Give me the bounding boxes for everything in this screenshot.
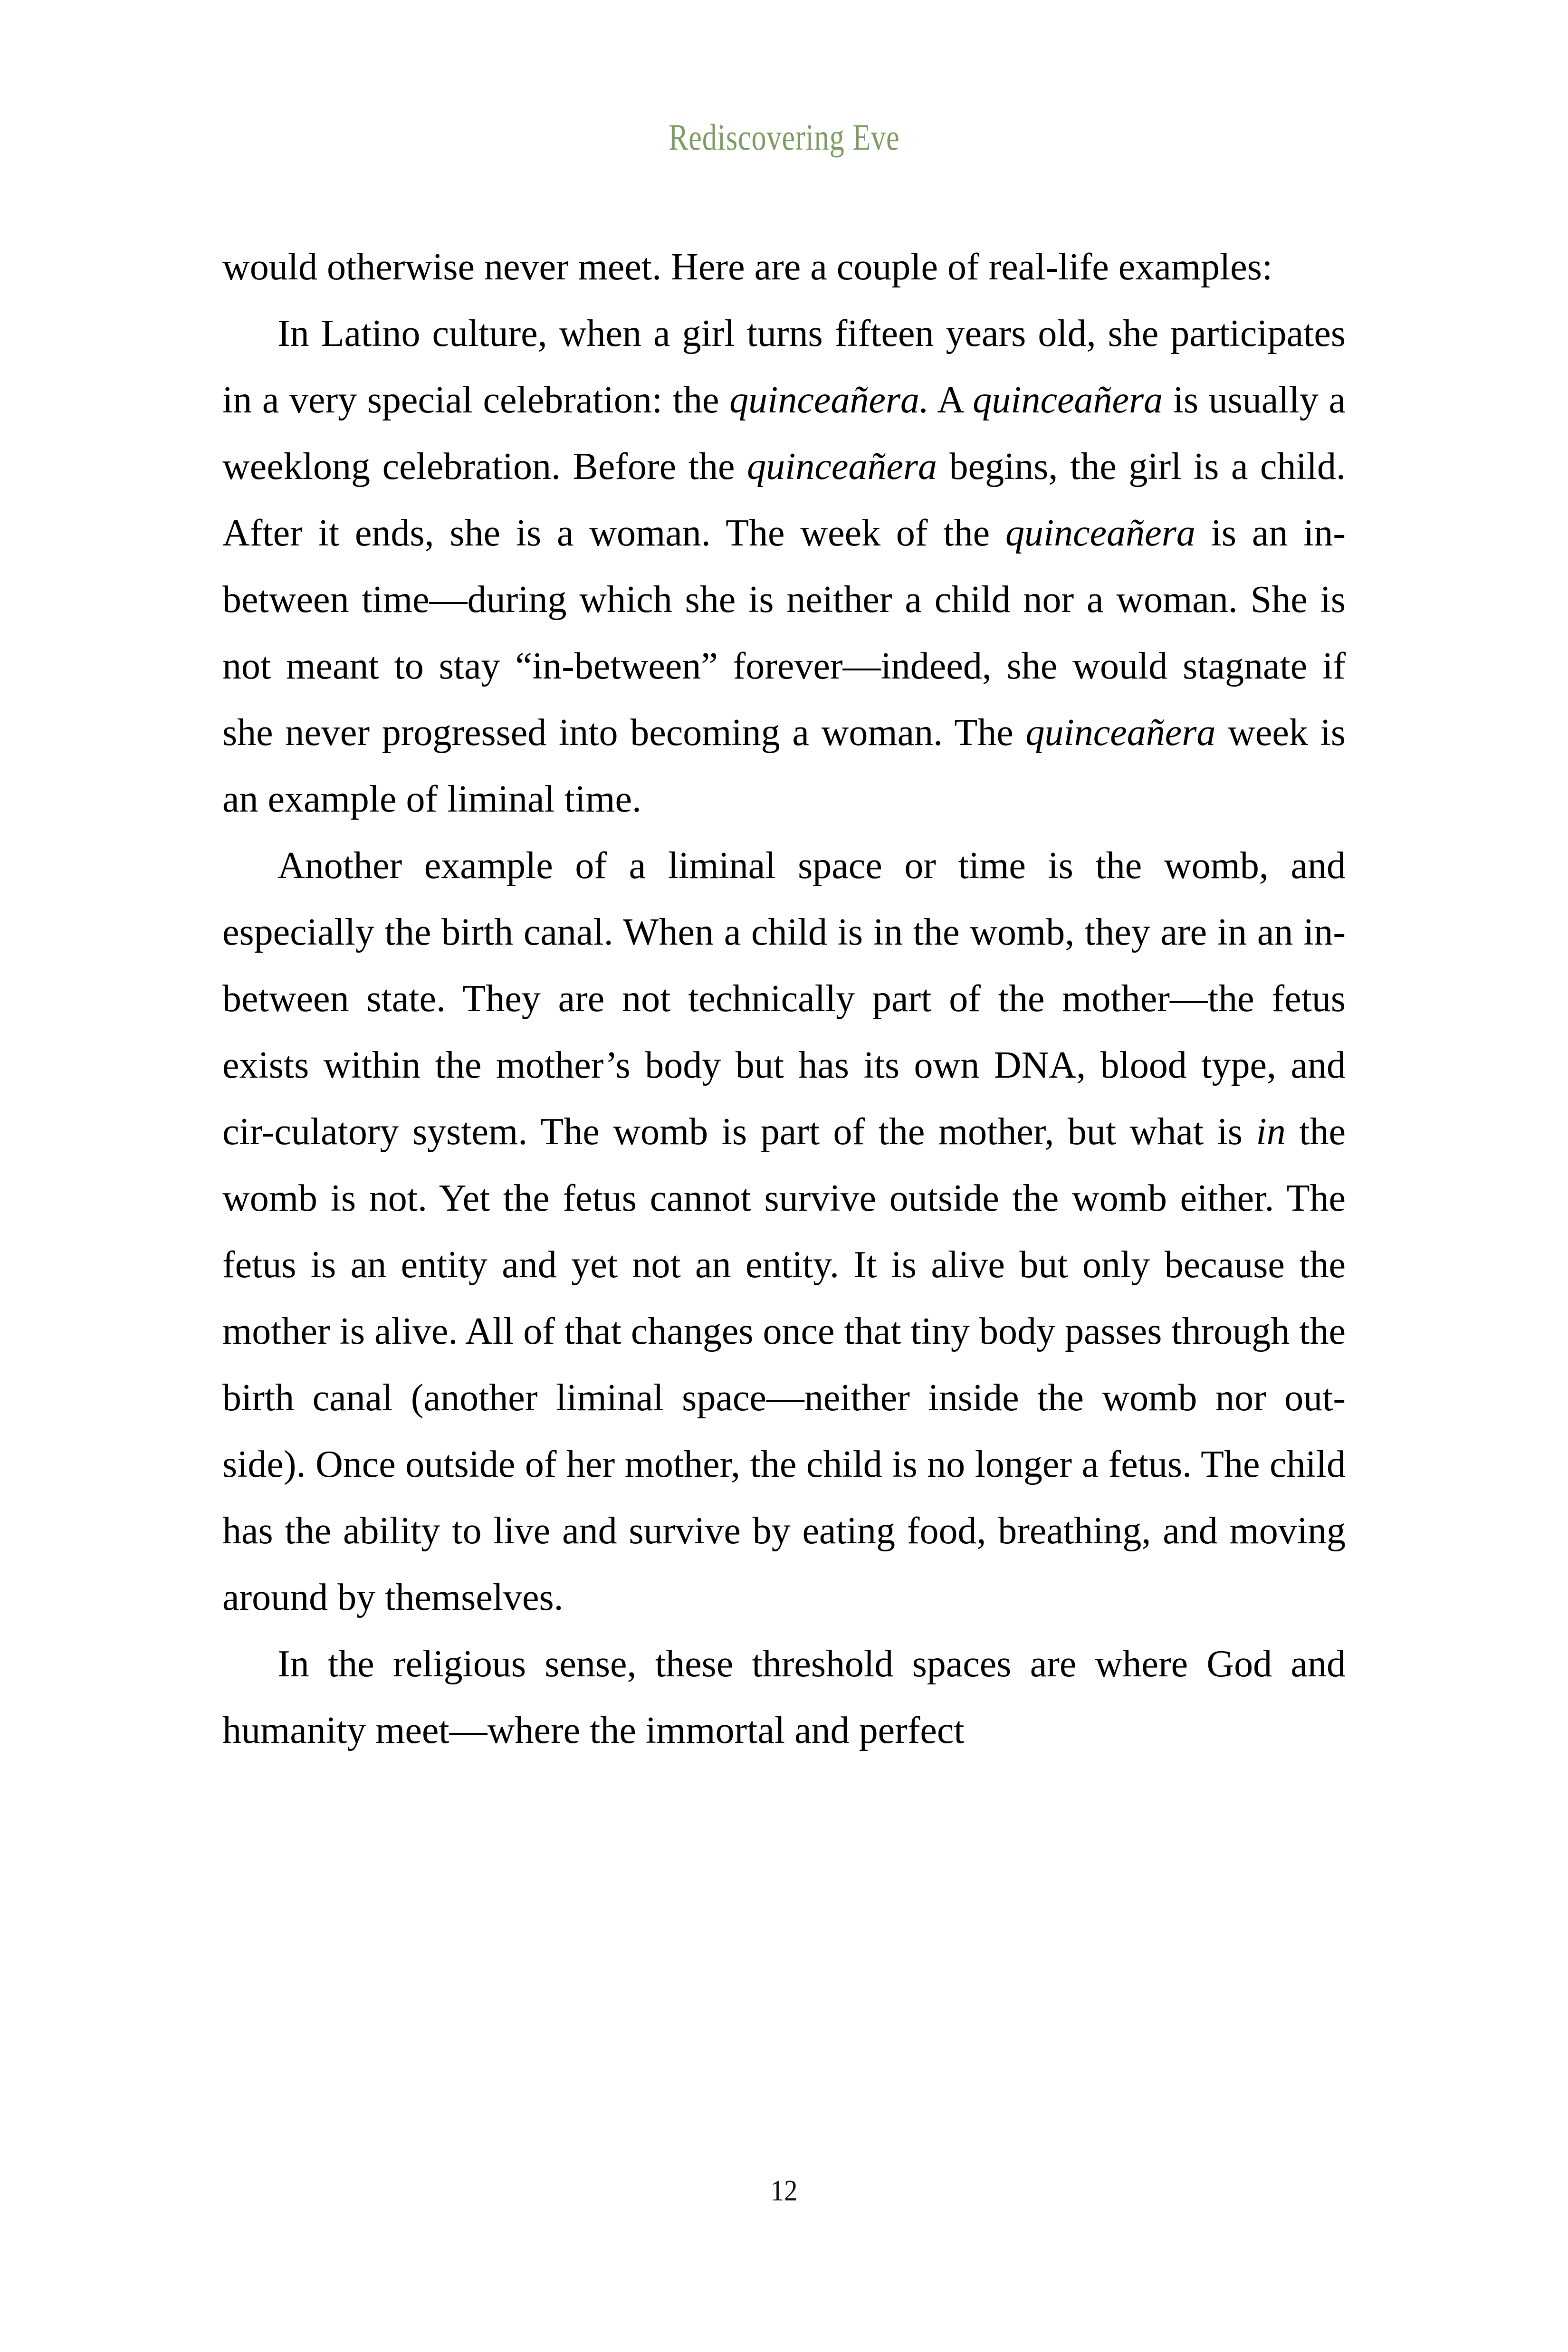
page-folio <box>0 2176 1568 2206</box>
page-number: 12 <box>770 2175 798 2207</box>
italic-term-in: in <box>1256 1111 1286 1153</box>
italic-term-quinceanera: quinceañera. <box>729 379 929 421</box>
body-text-block <box>222 234 1346 1764</box>
italic-term-quinceanera: quinceañera <box>1005 512 1195 554</box>
running-head-title: Rediscovering Eve <box>668 116 900 158</box>
paragraph-continued <box>222 234 1346 300</box>
paragraph-religious: In the religious sense, these threshold spaces are where God and humanity meet—where the immortal and perfect <box>222 1643 1346 1751</box>
running-head <box>0 116 1568 158</box>
italic-term-quinceanera: quinceañera <box>1025 712 1216 754</box>
paragraph-quinceanera: In Latino culture, when a girl turns fifteen years old, she participates in a very special celebration: the quinceañera. A quinceañera is usually a weeklong celebration. Before the quinceañera begins, the girl is a child. After it ends, she is a woman. The week of the quinceañera is an in-between time—during which she is neither a child nor a woman. She is not meant to stay “in-between” forever—indeed, she would stagnate if she never progressed into becoming a woman. The quinceañera week is an example of liminal time. <box>222 313 1346 820</box>
paragraph-text: would otherwise never meet. Here are a couple of real-life examples: <box>222 246 1273 288</box>
italic-term-quinceanera: quinceañera <box>747 446 937 488</box>
paragraph-womb: Another example of a liminal space or time is the womb, and especially the birth canal. When a child is in the womb, they are in an in-between state. They are not technically part of the mother—the fetus exists within the mother’s body but has its own DNA, blood type, and cir⁠-culatory system. The womb is part of the mother, but what is in the womb is not. Yet the fetus cannot survive outside the womb either. The fetus is an entity and yet not an entity. It is alive but only because the mother is alive. All of that changes once that tiny body passes through the birth canal (another liminal space—neither inside the womb nor out⁠-side). Once outside of her mother, the child is no longer a fetus. The child has the ability to live and survive by eating food, breathing, and moving around by themselves. <box>222 845 1346 1618</box>
italic-term-quinceanera: quinceañera <box>973 379 1163 421</box>
